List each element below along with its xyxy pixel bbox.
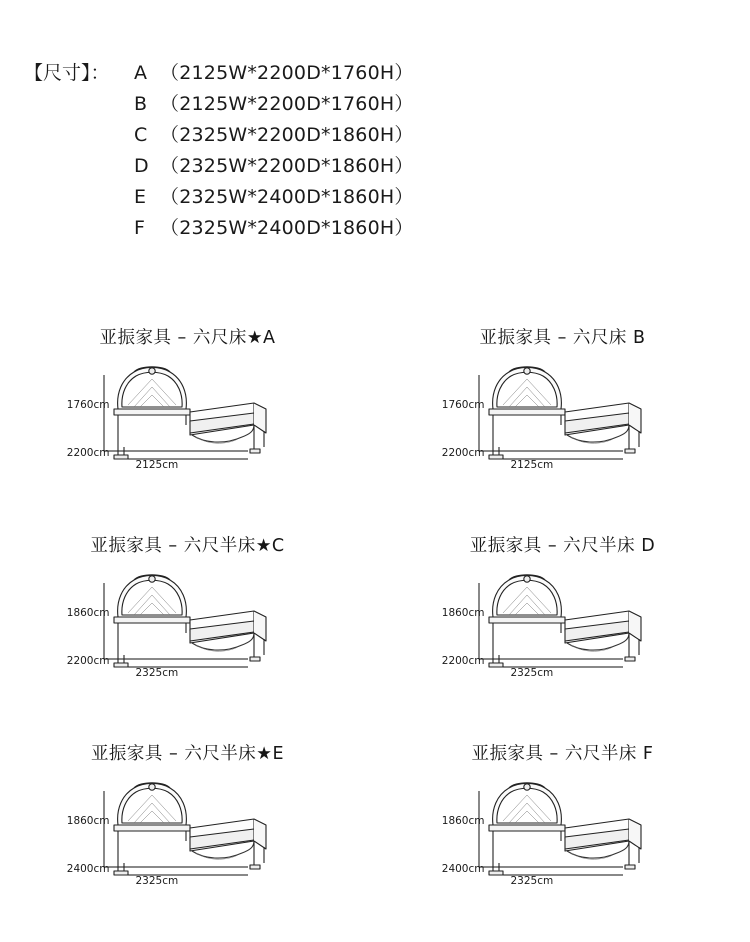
spec-row	[24, 120, 414, 151]
product-figure	[0, 363, 375, 493]
product-cell-d	[375, 526, 750, 734]
product-cell-a	[0, 318, 375, 526]
depth-label: 2200cm	[66, 447, 110, 459]
spec-row	[24, 182, 414, 213]
product-grid	[0, 318, 750, 942]
spec-row	[24, 58, 414, 89]
spec-row	[24, 151, 414, 182]
product-title: 亚振家具 – 六尺半床 D	[469, 536, 656, 556]
height-label: 1860cm	[441, 607, 485, 619]
bed-illustration	[104, 571, 274, 671]
depth-label: 2200cm	[441, 655, 485, 667]
height-label: 1860cm	[66, 607, 110, 619]
spec-key: B	[134, 93, 148, 115]
product-figure	[375, 363, 750, 493]
product-cell-b	[375, 318, 750, 526]
spec-value: （2325W*2200D*1860H）	[160, 124, 414, 146]
product-cell-e	[0, 734, 375, 942]
product-title: 亚振家具 – 六尺半床★E	[90, 744, 285, 764]
spec-block-label: 【尺寸】：	[24, 62, 110, 84]
product-title: 亚振家具 – 六尺床★A	[99, 328, 276, 348]
spec-value: （2325W*2400D*1860H）	[160, 217, 414, 239]
product-title: 亚振家具 – 六尺床 B	[479, 328, 646, 348]
height-label: 1760cm	[66, 399, 110, 411]
product-figure	[375, 571, 750, 701]
product-figure	[375, 779, 750, 909]
height-label: 1860cm	[66, 815, 110, 827]
bed-illustration	[479, 571, 649, 671]
spec-key: C	[134, 124, 148, 146]
bed-illustration	[104, 779, 274, 879]
product-grid-row	[0, 734, 750, 942]
depth-label: 2400cm	[66, 863, 110, 875]
product-figure	[0, 779, 375, 909]
width-label: 2325cm	[135, 875, 179, 887]
width-label: 2325cm	[510, 667, 554, 679]
product-grid-row	[0, 526, 750, 734]
width-label: 2125cm	[510, 459, 554, 471]
product-cell-f	[375, 734, 750, 942]
spec-value: （2325W*2200D*1860H）	[160, 155, 414, 177]
spec-value: （2125W*2200D*1760H）	[160, 62, 414, 84]
bed-illustration	[479, 779, 649, 879]
bed-illustration	[479, 363, 649, 463]
height-label: 1860cm	[441, 815, 485, 827]
height-label: 1760cm	[441, 399, 485, 411]
width-label: 2325cm	[510, 875, 554, 887]
spec-key: F	[134, 217, 145, 239]
spec-row	[24, 213, 414, 244]
spec-key: D	[134, 155, 149, 177]
depth-label: 2400cm	[441, 863, 485, 875]
depth-label: 2200cm	[66, 655, 110, 667]
spec-value: （2125W*2200D*1760H）	[160, 93, 414, 115]
width-label: 2125cm	[135, 459, 179, 471]
spec-row	[24, 89, 414, 120]
depth-label: 2200cm	[441, 447, 485, 459]
bed-illustration	[104, 363, 274, 463]
spec-value: （2325W*2400D*1860H）	[160, 186, 414, 208]
product-grid-row	[0, 318, 750, 526]
product-cell-c	[0, 526, 375, 734]
product-title: 亚振家具 – 六尺半床 F	[471, 744, 654, 764]
spec-key: E	[134, 186, 147, 208]
spec-key: A	[134, 62, 147, 84]
width-label: 2325cm	[135, 667, 179, 679]
product-title: 亚振家具 – 六尺半床★C	[90, 536, 285, 556]
product-figure	[0, 571, 375, 701]
dimensions-spec-block	[24, 58, 414, 244]
